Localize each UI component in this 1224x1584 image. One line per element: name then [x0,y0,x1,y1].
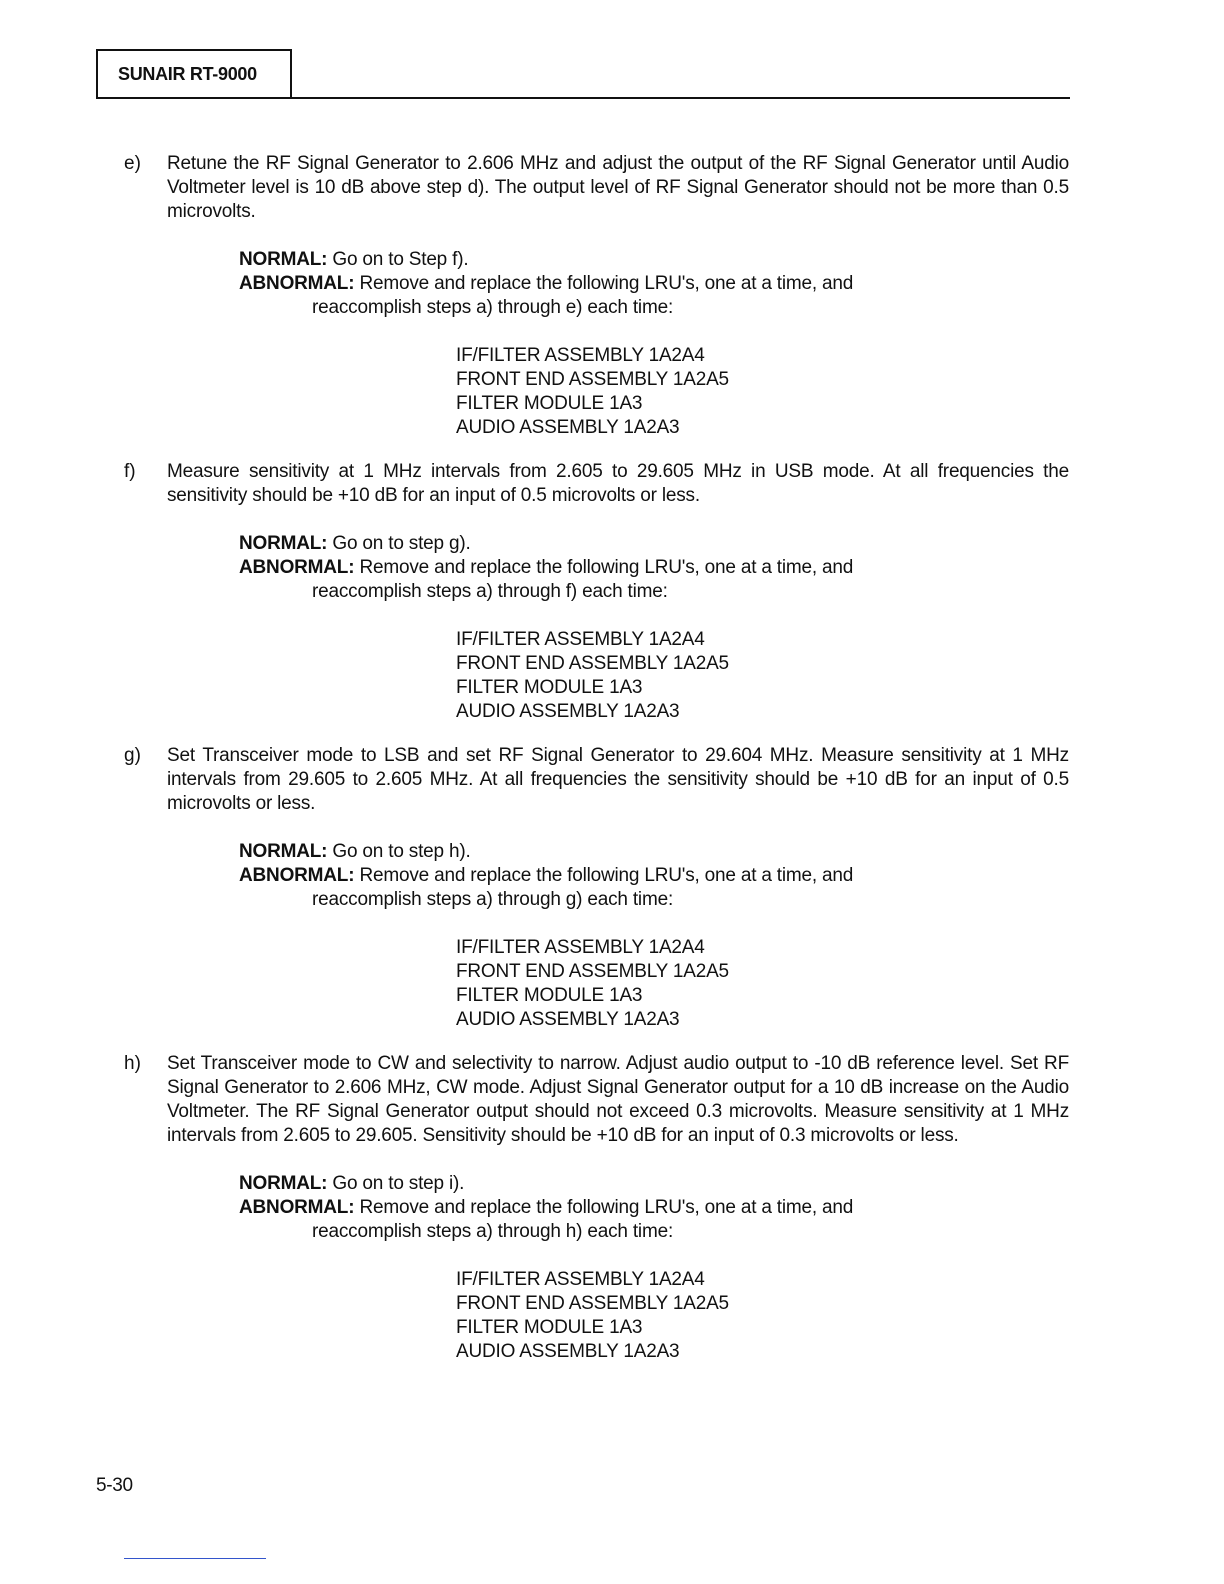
abnormal-text: Remove and replace the following LRU's, one at a time, and [359,557,854,578]
header-title: SUNAIR RT-9000 [118,64,257,84]
result-block [239,840,1224,912]
lru-item: AUDIO ASSEMBLY 1A2A3 [456,1009,680,1030]
step-text: Set Transceiver mode to LSB and set RF Signal Generator to 29.604 MHz. Measure sensitivity at 1 MHz intervals from 29.605 to 2.605 MHz. At all frequencies the sensitivity should be +10 dB for an input of 0.5 microvolts or less. [167,745,1069,814]
normal-text: Go on to step i). [332,1173,465,1194]
lru-item: FRONT END ASSEMBLY 1A2A5 [456,369,729,390]
lru-item: FILTER MODULE 1A3 [456,393,643,414]
step-letter: e) [124,153,141,174]
lru-item: IF/FILTER ASSEMBLY 1A2A4 [456,345,705,366]
lru-list [456,936,1224,1032]
normal-text: Go on to step g). [332,533,471,554]
lru-item: FRONT END ASSEMBLY 1A2A5 [456,653,729,674]
bottom-rule [124,1558,266,1559]
abnormal-label: ABNORMAL: [239,1197,355,1218]
lru-item: AUDIO ASSEMBLY 1A2A3 [456,701,680,722]
page-number: 5-30 [96,1475,133,1496]
header-rule [96,97,1070,99]
procedure-content [0,152,1224,1384]
normal-label: NORMAL: [239,249,328,270]
abnormal-label: ABNORMAL: [239,273,355,294]
abnormal-label: ABNORMAL: [239,865,355,886]
step-letter: g) [124,745,141,766]
lru-item: AUDIO ASSEMBLY 1A2A3 [456,417,680,438]
lru-item: FRONT END ASSEMBLY 1A2A5 [456,1293,729,1314]
abnormal-line [239,864,1224,888]
normal-line [239,248,1224,272]
lru-list [456,344,1224,440]
abnormal-text: Remove and replace the following LRU's, one at a time, and [359,865,854,886]
normal-label: NORMAL: [239,533,328,554]
lru-item: FILTER MODULE 1A3 [456,677,643,698]
lru-item: IF/FILTER ASSEMBLY 1A2A4 [456,1269,705,1290]
step-text: Measure sensitivity at 1 MHz intervals from 2.605 to 29.605 MHz in USB mode. At all frequencies the sensitivity should be +10 dB for an input of 0.5 microvolts or less. [167,461,1069,506]
normal-label: NORMAL: [239,1173,328,1194]
normal-line [239,532,1224,556]
lru-item: FILTER MODULE 1A3 [456,1317,643,1338]
step-letter: h) [124,1053,141,1074]
lru-item: FRONT END ASSEMBLY 1A2A5 [456,961,729,982]
result-block [239,532,1224,604]
abnormal-text: Remove and replace the following LRU's, one at a time, and [359,1197,854,1218]
abnormal-continuation: reaccomplish steps a) through e) each time: [312,297,674,318]
step-text: Set Transceiver mode to CW and selectivity to narrow. Adjust audio output to -10 dB reference level. Set RF Signal Generator to 2.606 MHz, CW mode. Adjust Signal Generator output for a 10 dB increase on the Audio Voltmeter. The RF Signal Generator output should not exceed 0.3 microvolts. Measure sensitivity at 1 MHz intervals from 2.605 to 29.605. Sensitivity should be +10 dB for an input of 0.3 microvolts or less. [167,1053,1069,1146]
normal-line [239,840,1224,864]
result-block [239,1172,1224,1244]
abnormal-line [239,272,1224,296]
abnormal-continuation: reaccomplish steps a) through g) each time: [312,889,674,910]
step-text: Retune the RF Signal Generator to 2.606 MHz and adjust the output of the RF Signal Generator until Audio Voltmeter level is 10 dB above step d). The output level of RF Signal Generator should not be more than 0.5 microvolts. [167,153,1069,222]
step-letter: f) [124,461,136,482]
normal-text: Go on to step h). [332,841,471,862]
step-h [0,1052,1224,1364]
lru-item: IF/FILTER ASSEMBLY 1A2A4 [456,937,705,958]
abnormal-continuation: reaccomplish steps a) through f) each time: [312,581,668,602]
lru-list [456,628,1224,724]
abnormal-line [239,556,1224,580]
normal-text: Go on to Step f). [332,249,469,270]
normal-label: NORMAL: [239,841,328,862]
lru-item: AUDIO ASSEMBLY 1A2A3 [456,1341,680,1362]
lru-item: IF/FILTER ASSEMBLY 1A2A4 [456,629,705,650]
normal-line [239,1172,1224,1196]
step-e [0,152,1224,440]
header-title-box [96,49,292,97]
abnormal-line [239,1196,1224,1220]
lru-list [456,1268,1224,1364]
abnormal-continuation: reaccomplish steps a) through h) each time: [312,1221,674,1242]
lru-item: FILTER MODULE 1A3 [456,985,643,1006]
step-f [0,460,1224,724]
abnormal-label: ABNORMAL: [239,557,355,578]
result-block [239,248,1224,320]
step-g [0,744,1224,1032]
abnormal-text: Remove and replace the following LRU's, one at a time, and [359,273,854,294]
